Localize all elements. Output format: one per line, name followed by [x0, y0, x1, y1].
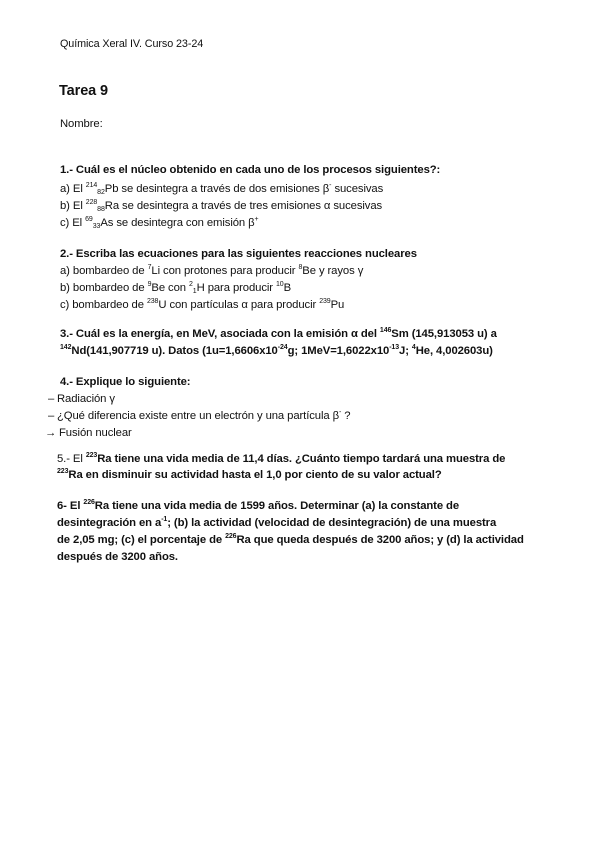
question-1-statement: 1.- Cuál es el núcleo obtenido en cada uno de los procesos siguientes?: [60, 164, 441, 176]
name-label: Nombre: [60, 118, 103, 130]
assignment-title: Tarea 9 [59, 83, 109, 99]
course-header: Química Xeral IV. Curso 23-24 [60, 38, 204, 50]
question-2-item-c: c) bombardeo de $^{238}$U con partículas α para producir $^{239}$Pu [60, 298, 345, 311]
question-4-statement: 4.- Explique lo siguiente: [60, 376, 191, 388]
question-6-line-1: 6- El $^{226}$Ra tiene una vida media de 1599 años. Determinar (a) la constante de [57, 499, 460, 512]
question-4-item-2: ¿Qué diferencia existe entre un electrón y una partícula β- ? [57, 409, 351, 422]
question-1-item-b: b) El $^{228}_{88}$Ra se desintegra a través de tres emisiones α sucesivas [60, 199, 383, 213]
question-6-line-3: de 2,05 mg; (c) el porcentaje de $^{226}$Ra que queda después de 3200 años; y (d) la actividad [57, 533, 524, 546]
list-dash: – [48, 410, 55, 422]
question-3-line-1: 3.- Cuál es la energía, en MeV, asociada con la emisión α del $^{146}$Sm (145,913053 u) a [60, 327, 497, 340]
list-dash: – [48, 393, 55, 405]
question-2-statement: 2.- Escriba las ecuaciones para las siguientes reacciones nucleares [60, 248, 417, 260]
question-2-item-a: a) bombardeo de $^7$Li con protones para producir $^8$Be y rayos γ [60, 264, 364, 277]
question-1-item-a: a) El $^{214}_{82}$Pb se desintegra a través de dos emisiones β- sucesivas [60, 182, 384, 196]
question-2-item-b: b) bombardeo de $^9$Be con $^2_1$H para producir $^{10}$B [60, 281, 292, 295]
question-6-line-2: desintegración en $a^{-1}$; (b) la actividad (velocidad de desintegración) de una muestra [57, 516, 497, 529]
question-3-line-2: $^{142}$Nd(141,907719 u). Datos ($1u=1,6606x10^{-24}g$; $1MeV=1,6022x10^{-13}J$; $^4$He, 4,002603u) [60, 344, 493, 357]
question-4-item-1: Radiación γ [57, 393, 115, 405]
question-5-line-2: $^{223}$Ra en disminuir su actividad hasta el 1,0 por ciento de su valor actual? [57, 468, 442, 481]
question-5-line-1: 5.- El $^{223}$Ra tiene una vida media de 11,4 días. ¿Cuánto tiempo tardará una muestra de [57, 452, 506, 465]
question-4-item-3: Fusión nuclear [59, 427, 132, 439]
question-6-line-4: después de 3200 años. [57, 551, 178, 563]
question-1-item-c: c) El $^{69}_{33}$As se desintegra con emisión β+ [60, 216, 259, 230]
list-arrow: → [45, 427, 57, 439]
